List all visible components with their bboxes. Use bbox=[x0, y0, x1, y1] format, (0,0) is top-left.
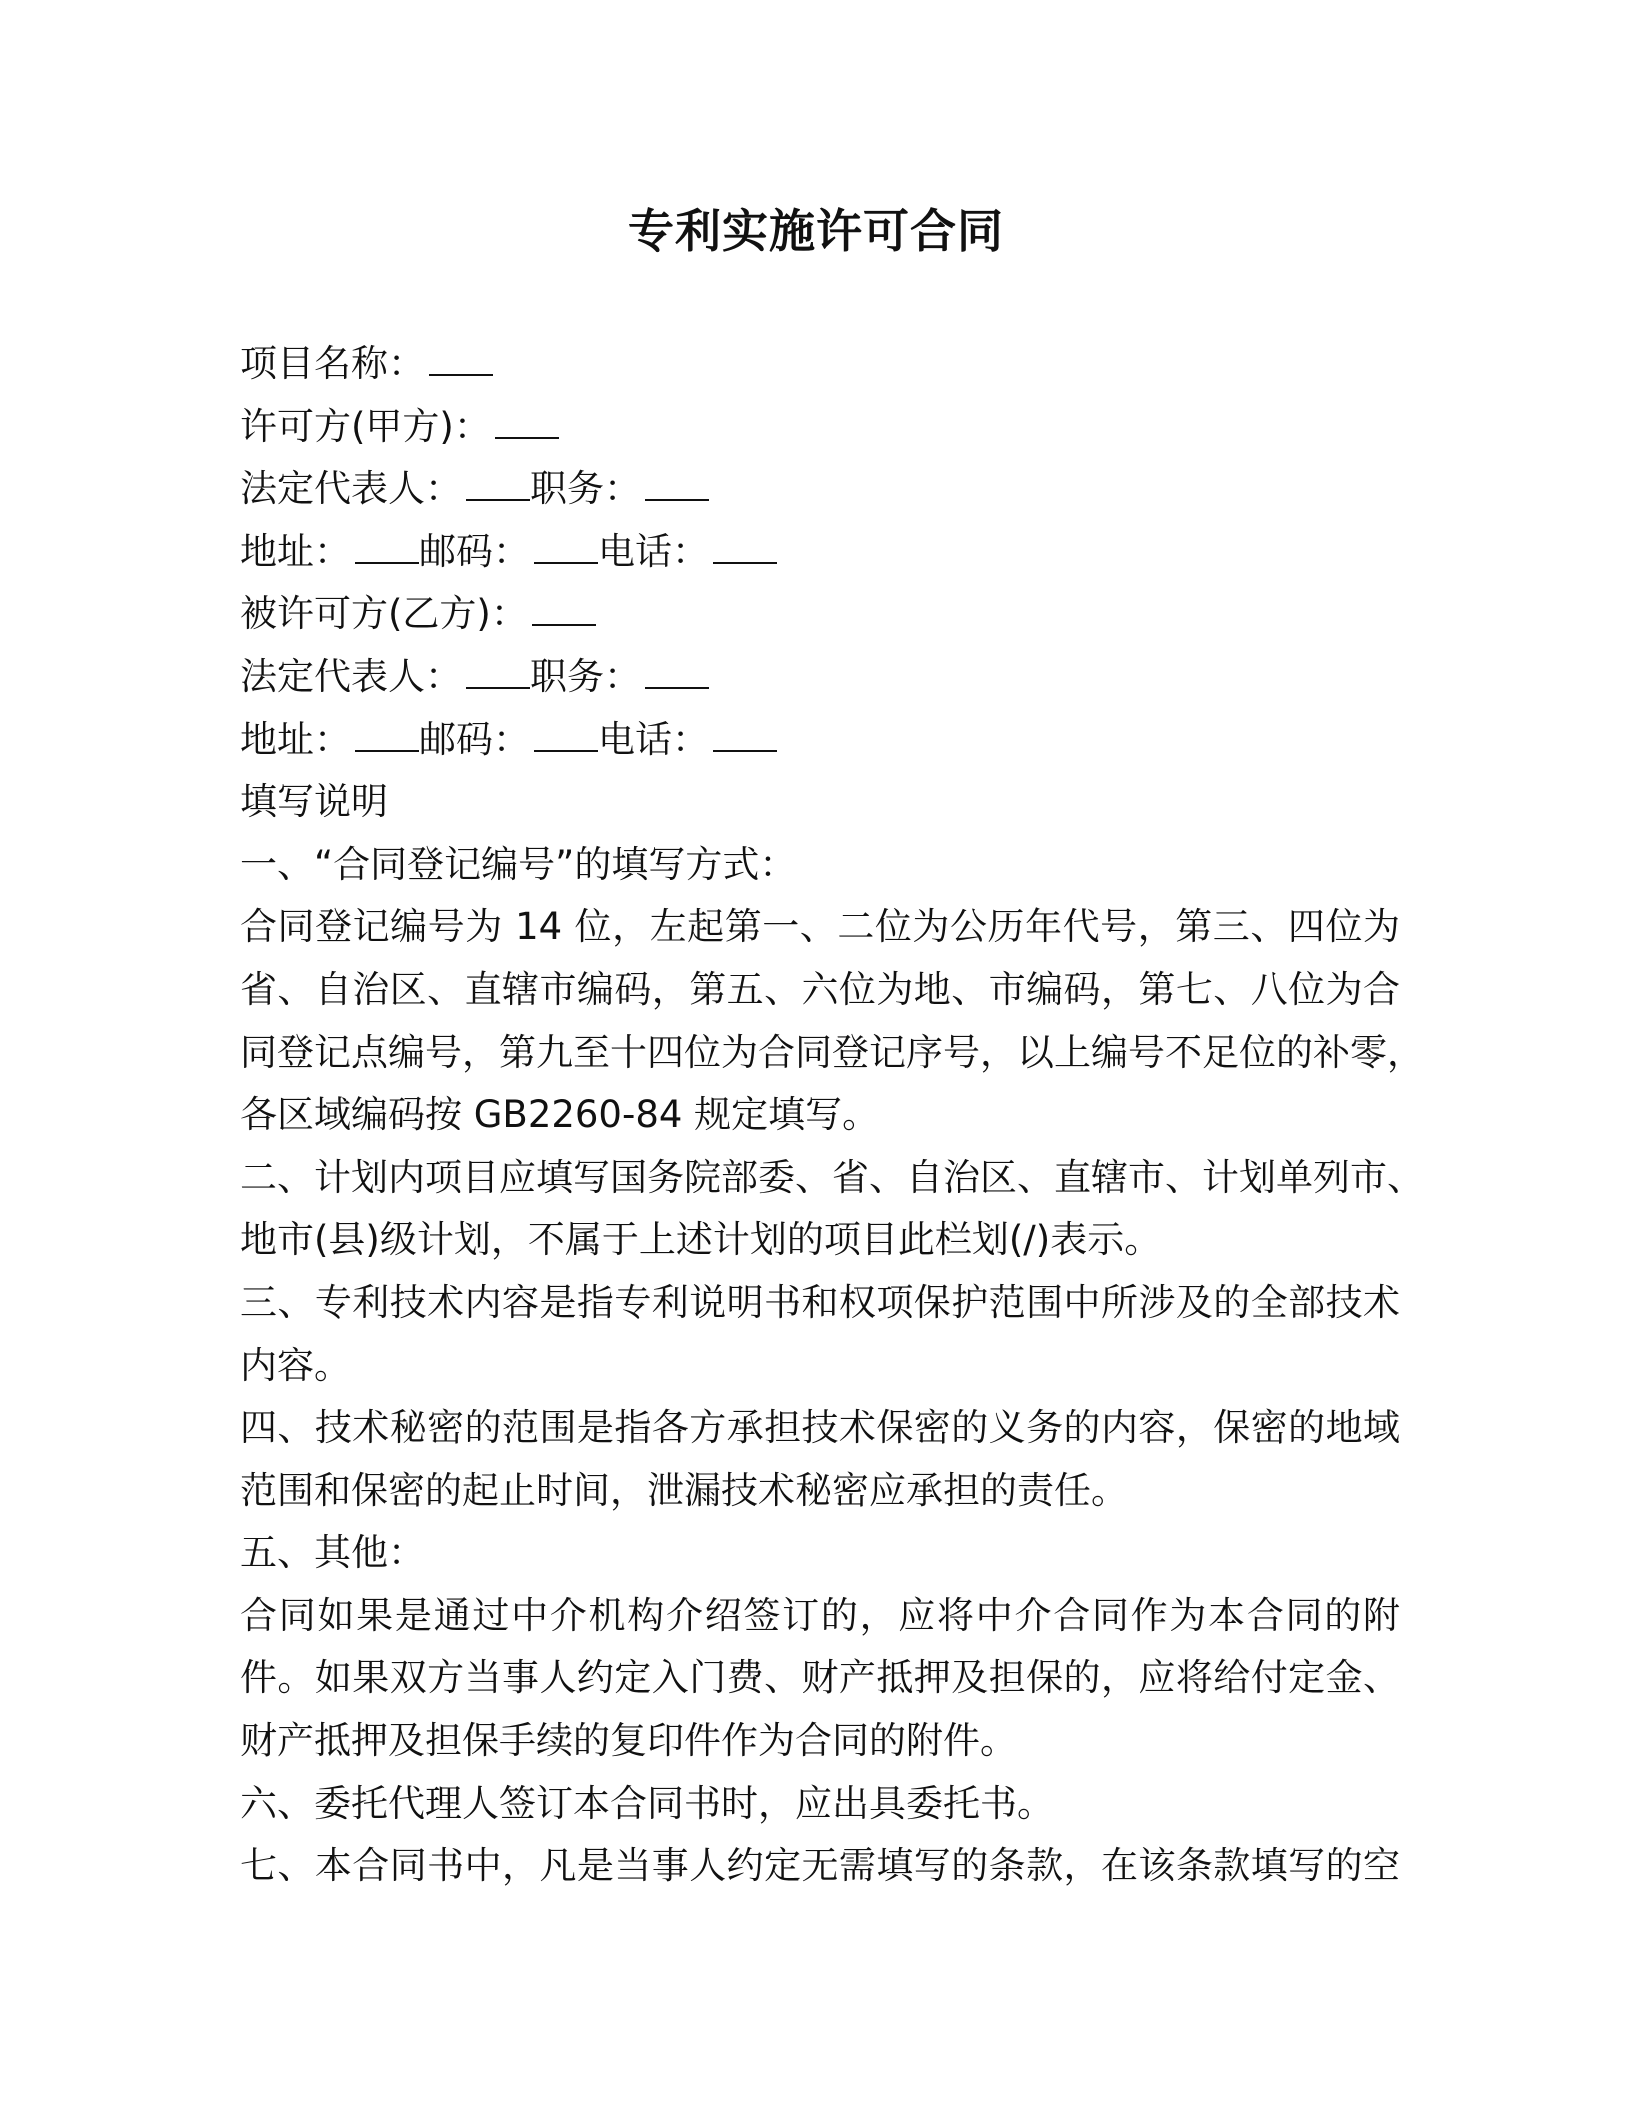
blank-line bbox=[534, 716, 598, 752]
blank-line bbox=[355, 528, 419, 564]
blank-line bbox=[534, 528, 598, 564]
instruction-line: 合同登记编号为 14 位，左起第一、二位为公历年代号，第三、四位为 bbox=[240, 905, 1400, 949]
instruction-line: 范围和保密的起止时间，泄漏技术秘密应承担的责任。 bbox=[240, 1468, 1128, 1512]
blank-line bbox=[495, 403, 559, 439]
instruction-item-1-title: 一、“合同登记编号”的填写方式： bbox=[240, 842, 797, 886]
blank-line bbox=[355, 716, 419, 752]
blank-line bbox=[429, 340, 493, 376]
instruction-line: 地市(县)级计划，不属于上述计划的项目此栏划(/)表示。 bbox=[240, 1218, 1162, 1262]
field-licensee bbox=[240, 583, 1400, 646]
blank-line bbox=[645, 653, 709, 689]
field-label: 地址： bbox=[240, 717, 351, 761]
instruction-line: 内容。 bbox=[240, 1343, 351, 1387]
blank-line bbox=[466, 653, 530, 689]
field-licensor bbox=[240, 396, 1400, 459]
blank-line bbox=[532, 590, 596, 626]
blank-line bbox=[713, 528, 777, 564]
field-licensee-representative bbox=[240, 646, 1400, 709]
field-label: 法定代表人： bbox=[240, 654, 462, 698]
blank-line bbox=[466, 465, 530, 501]
instruction-item-5-title: 五、其他： bbox=[240, 1531, 425, 1575]
field-label: 邮码： bbox=[419, 529, 530, 573]
instruction-line: 合同如果是通过中介机构介绍签订的，应将中介合同作为本合同的附 bbox=[240, 1593, 1400, 1637]
field-label: 电话： bbox=[598, 717, 709, 761]
instruction-line: 四、技术秘密的范围是指各方承担技术保密的义务的内容，保密的地域 bbox=[240, 1406, 1400, 1450]
field-label: 法定代表人： bbox=[240, 467, 462, 511]
instruction-line: 省、自治区、直辖市编码，第五、六位为地、市编码，第七、八位为合 bbox=[240, 967, 1400, 1011]
instruction-line: 二、计划内项目应填写国务院部委、省、自治区、直辖市、计划单列市、 bbox=[240, 1155, 1424, 1199]
blank-line bbox=[645, 465, 709, 501]
field-label: 被许可方(乙方)： bbox=[240, 592, 528, 636]
instruction-item-7: 七、本合同书中，凡是当事人约定无需填写的条款，在该条款填写的空 bbox=[240, 1844, 1400, 1888]
field-licensor-representative bbox=[240, 458, 1400, 521]
field-label: 职务： bbox=[530, 467, 641, 511]
field-licensee-address bbox=[240, 709, 1400, 772]
blank-line bbox=[713, 716, 777, 752]
document-title: 专利实施许可合同 bbox=[628, 204, 1004, 258]
field-label: 地址： bbox=[240, 529, 351, 573]
instruction-line: 财产抵押及担保手续的复印件作为合同的附件。 bbox=[240, 1719, 1017, 1763]
instruction-item-6: 六、委托代理人签订本合同书时，应出具委托书。 bbox=[240, 1781, 1054, 1825]
field-label: 职务： bbox=[530, 654, 641, 698]
field-label: 电话： bbox=[598, 529, 709, 573]
field-label: 项目名称： bbox=[240, 342, 425, 385]
instruction-line: 各区域编码按 GB2260-84 规定填写。 bbox=[240, 1093, 880, 1137]
instruction-line: 同登记点编号，第九至十四位为合同登记序号，以上编号不足位的补零， bbox=[240, 1030, 1424, 1074]
document-body bbox=[240, 333, 1424, 1898]
instructions-heading: 填写说明 bbox=[240, 780, 388, 824]
field-licensor-address bbox=[240, 521, 1400, 584]
field-label: 邮码： bbox=[419, 717, 530, 761]
instruction-line: 件。如果双方当事人约定入门费、财产抵押及担保的，应将给付定金、 bbox=[240, 1656, 1400, 1700]
field-label: 许可方(甲方)： bbox=[240, 404, 491, 448]
instruction-line: 三、专利技术内容是指专利说明书和权项保护范围中所涉及的全部技术 bbox=[240, 1280, 1400, 1324]
field-project-name bbox=[240, 333, 1400, 396]
